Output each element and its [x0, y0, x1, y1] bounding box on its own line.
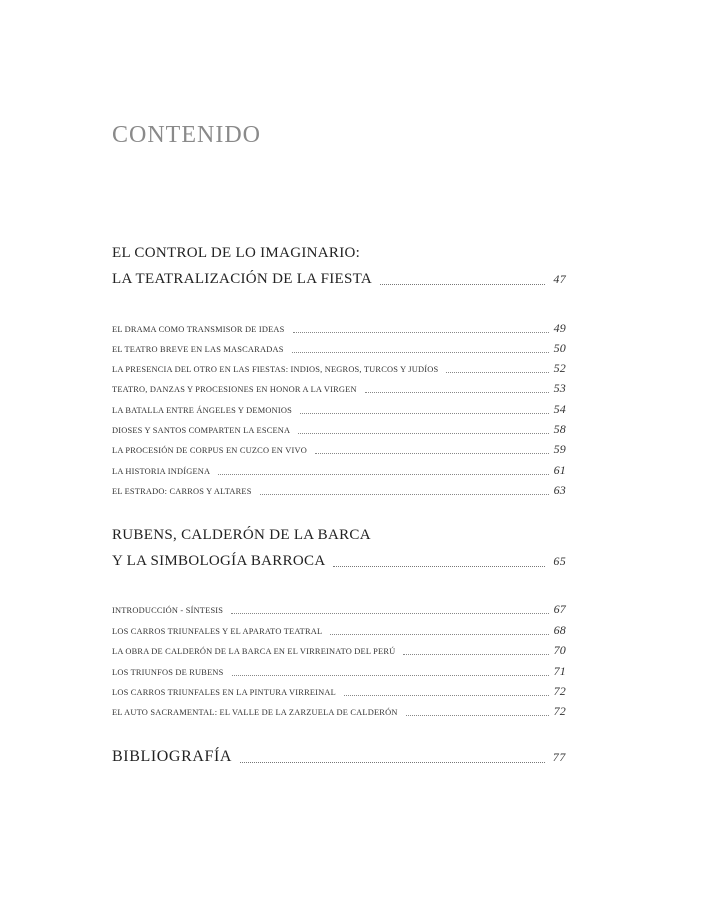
toc-entry-page: 72	[553, 704, 566, 718]
section-1-page: 47	[553, 272, 566, 286]
toc-entry-page: 49	[553, 321, 566, 335]
dot-leader	[380, 283, 545, 285]
toc-entry	[112, 643, 566, 658]
toc-entry	[112, 442, 566, 457]
dot-leader	[403, 653, 548, 655]
toc-entry-label: LA PROCESIÓN DE CORPUS EN CUZCO EN VIVO	[112, 446, 307, 455]
toc-entry-page: 54	[553, 402, 566, 416]
dot-leader	[315, 452, 549, 454]
toc-entry-label: LA OBRA DE CALDERÓN DE LA BARCA EN EL VIRREINATO DEL PERÚ	[112, 647, 396, 656]
toc-entry-page: 70	[553, 643, 566, 657]
toc-entry-page: 59	[553, 442, 566, 456]
toc-entry-page: 53	[553, 381, 566, 395]
toc-entry-label: EL ESTRADO: CARROS Y ALTARES	[112, 487, 252, 496]
section-1-heading-line2	[112, 271, 566, 288]
toc-entry-label: INTRODUCCIÓN - SÍNTESIS	[112, 606, 224, 615]
toc-entry-page: 67	[553, 602, 566, 616]
toc-entry-label: TEATRO, DANZAS Y PROCESIONES EN HONOR A LA VIRGEN	[112, 385, 357, 394]
toc-entry-page: 61	[553, 463, 566, 477]
bibliography-line	[112, 748, 566, 766]
section-1-heading-line1	[112, 245, 566, 262]
toc-entry	[112, 602, 566, 617]
dot-leader	[232, 674, 549, 676]
toc-entry	[112, 623, 566, 638]
bibliography-label: BIBLIOGRAFÍA	[112, 748, 233, 765]
toc-entry-page: 72	[553, 684, 566, 698]
toc-entry-label: DIOSES Y SANTOS COMPARTEN LA ESCENA	[112, 426, 291, 435]
toc-entry-label: LA HISTORIA INDÍGENA	[112, 467, 211, 476]
toc-entry-page: 63	[553, 483, 566, 497]
toc-entry	[112, 422, 566, 437]
toc-entry	[112, 361, 566, 376]
section-2-heading-line1	[112, 527, 566, 544]
toc-entry	[112, 483, 566, 498]
dot-leader	[292, 351, 549, 353]
toc-entry	[112, 381, 566, 396]
section-1-heading-text-2: LA TEATRALIZACIÓN DE LA FIESTA	[112, 271, 373, 287]
toc-entry-label: EL DRAMA COMO TRANSMISOR DE IDEAS	[112, 325, 285, 334]
dot-leader	[231, 612, 548, 614]
page-title: CONTENIDO	[112, 122, 261, 148]
dot-leader	[446, 371, 548, 373]
toc-entry-page: 50	[553, 341, 566, 355]
toc-entry-page: 71	[553, 664, 566, 678]
dot-leader	[330, 633, 548, 635]
toc-entry	[112, 463, 566, 478]
dot-leader	[333, 565, 545, 567]
toc-entry	[112, 321, 566, 336]
toc-entry-label: LA PRESENCIA DEL OTRO EN LAS FIESTAS: INDIOS, NEGROS, TURCOS Y JUDÍOS	[112, 365, 439, 374]
dot-leader	[298, 432, 548, 434]
dot-leader	[300, 412, 549, 414]
toc-entry-page: 58	[553, 422, 566, 436]
dot-leader	[365, 391, 549, 393]
dot-leader	[218, 473, 548, 475]
toc-entry	[112, 341, 566, 356]
toc-entry-label: LOS CARROS TRIUNFALES EN LA PINTURA VIRREINAL	[112, 688, 336, 697]
toc-entry	[112, 402, 566, 417]
section-2-heading-line2	[112, 553, 566, 570]
section-2-heading-text-2: Y LA SIMBOLOGÍA BARROCA	[112, 553, 326, 569]
toc-entry-label: EL TEATRO BREVE EN LAS MASCARADAS	[112, 345, 284, 354]
dot-leader	[240, 761, 545, 763]
toc-entry-label: LA BATALLA ENTRE ÁNGELES Y DEMONIOS	[112, 406, 292, 415]
toc-entry	[112, 684, 566, 699]
toc-entry	[112, 704, 566, 719]
toc-entry-label: EL AUTO SACRAMENTAL: EL VALLE DE LA ZARZUELA DE CALDERÓN	[112, 708, 398, 717]
section-2-heading-text-1: RUBENS, CALDERÓN DE LA BARCA	[112, 527, 371, 543]
section-2-page: 65	[553, 554, 566, 568]
dot-leader	[293, 331, 549, 333]
dot-leader	[406, 714, 549, 716]
section-1-heading-text-1: EL CONTROL DE LO IMAGINARIO:	[112, 245, 361, 261]
toc-entry-label: LOS TRIUNFOS DE RUBENS	[112, 668, 224, 677]
bibliography-page: 77	[552, 750, 566, 764]
toc-entry-page: 68	[553, 623, 566, 637]
dot-leader	[344, 694, 549, 696]
toc-entry	[112, 664, 566, 679]
dot-leader	[260, 493, 549, 495]
toc-entry-label: LOS CARROS TRIUNFALES Y EL APARATO TEATRAL	[112, 627, 323, 636]
toc-entry-page: 52	[553, 361, 566, 375]
